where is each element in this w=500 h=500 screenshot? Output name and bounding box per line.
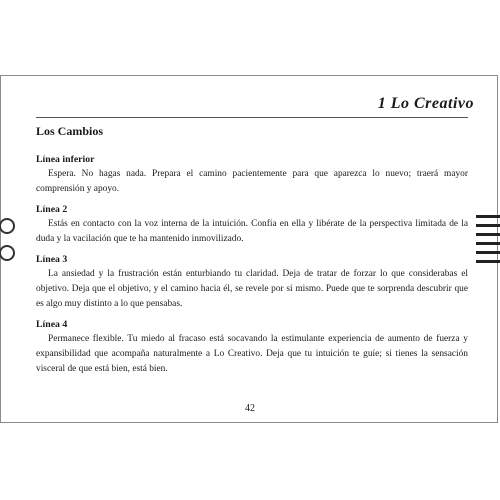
line-label: Línea 2 [36,204,68,215]
line-entry [36,253,468,312]
line-text: Espera. No hagas nada. Prepara el camino pacientemente para que aparezca lo nuevo; traerá mayor comprensión y apoyo. [36,169,468,194]
line-entry [36,153,468,197]
line-entry [36,318,468,377]
line-text: La ansiedad y la frustración están enturbiando tu claridad. Deja de tratar de forzar lo que considerabas el objetivo. Deja que el objetivo, y el camino hacia él, se revele por sí mismo. Puede que te sorprenda descubrir que es algo muy distinto a lo que pensabas. [36,269,468,309]
line-entry [36,203,468,247]
line-label: Línea 4 [36,319,68,330]
hexagram-title: 1 Lo Creativo [377,95,474,112]
line-text: Estás en contacto con la voz interna de la intuición. Confía en ella y libérate de la perspectiva limitada de la duda y la vacilación que te ha mantenido inmovilizado. [36,219,468,244]
line-label: Línea 3 [36,254,68,265]
page-number: 42 [245,403,255,414]
section-title: Los Cambios [36,124,104,138]
hexagram-lines-icon [476,215,500,265]
line-text: Permanece flexible. Tu miedo al fracaso está socavando la estimulante experiencia de aumento de fuerza y expansibilidad que acompaña naturalmente a Lo Creativo. Deja que tu intuición te guíe; si tienes la sensación visceral de que está bien, está bien. [36,334,468,374]
title-divider [36,117,468,118]
line-label: Línea inferior [36,154,95,165]
lines-content [36,153,468,383]
